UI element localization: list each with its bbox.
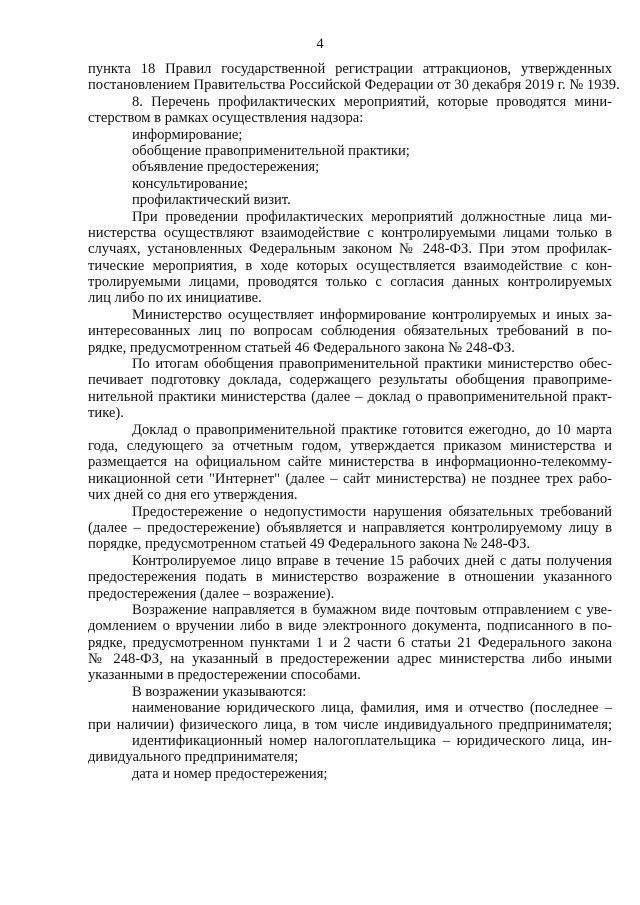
text-line: наименование юридического лица, фамилия, имя и отчество (последнее – <box>132 700 612 717</box>
text-line: размещается на официальном сайте министерства в информационно-телекомму- <box>88 454 612 471</box>
text-line: Контролируемое лицо вправе в течение 15 рабочих дней с даты получения <box>132 552 612 569</box>
text-line: Предостережение о недопустимости нарушения обязательных требований <box>132 503 612 520</box>
text-line: консультирование; <box>132 175 248 192</box>
text-line: порядке, предусмотренном статьей 49 Федерального закона № 248-ФЗ. <box>88 536 531 553</box>
text-line: дата и номер предостережения; <box>132 765 328 782</box>
text-line: случаях, установленных Федеральным законом № 248-ФЗ. При этом профилак- <box>88 241 612 258</box>
text-line: интересованных лиц по вопросам соблюдения обязательных требований в по- <box>88 323 612 340</box>
text-line: тике). <box>88 405 124 422</box>
text-line: предостережения (далее – возражение). <box>88 585 335 602</box>
text-line: тролируемыми лицами, проводятся только с согласия данных контролируемых <box>88 274 612 291</box>
page-number: 4 <box>316 36 324 52</box>
text-line: Министерство осуществляет информирование контролируемых и иных за- <box>132 306 612 323</box>
text-line: Доклад о правоприменительной практике готовится ежегодно, до 10 марта <box>132 421 612 438</box>
text-line: рядке, предусмотренном статьей 46 Федерального закона № 248-ФЗ. <box>88 339 515 356</box>
text-line: № 248-ФЗ, на указанный в предостережении адрес министерства либо иными <box>88 651 612 668</box>
text-line: постановлением Правительства Российской Федерации от 30 декабря 2019 г. № 1939. <box>88 77 620 94</box>
document-body <box>88 61 620 782</box>
text-line: при наличии) физического лица, в том числе индивидуального предпринимателя; <box>88 716 612 733</box>
text-line: лиц либо по их инициативе. <box>88 290 262 307</box>
text-line: обобщение правоприменительной практики; <box>132 142 410 159</box>
text-line: указанными в предостережении способами. <box>88 667 361 684</box>
text-line: профилактический визит. <box>132 192 291 209</box>
text-line: объявление предостережения; <box>132 159 320 176</box>
text-line: стерством в рамках осуществления надзора: <box>88 110 364 127</box>
text-line: чих дней со дня его утверждения. <box>88 487 298 504</box>
text-line: нительной практики министерства (далее – доклад о правоприменительной практ- <box>88 388 612 405</box>
text-line: пункта 18 Правил государственной регистрации аттракционов, утвержденных <box>88 61 612 77</box>
text-line: нистерства осуществляют взаимодействие с контролируемыми лицами только в <box>88 224 612 241</box>
text-line: тические мероприятия, в ходе которых осуществляется взаимодействие с кон- <box>88 257 612 274</box>
text-line: По итогам обобщения правоприменительной практики министерство обес- <box>132 356 612 373</box>
text-line: домлением о вручении либо в виде электронного документа, подписанного в по- <box>88 618 612 635</box>
text-line: идентификационный номер налогоплательщика – юридического лица, ин- <box>132 733 612 750</box>
text-line: года, следующего за отчетным годом, утверждается приказом министерства и <box>88 437 612 454</box>
text-line: никационной сети "Интернет" (далее – сайт министерства) не позднее трех рабо- <box>88 470 612 487</box>
text-line: При проведении профилактических мероприятий должностные лица ми- <box>132 208 612 225</box>
text-line: предостережения подать в министерство возражение в отношении указанного <box>88 569 612 586</box>
text-line: рядке, предусмотренном пунктами 1 и 2 части 6 статьи 21 Федерального закона <box>88 634 612 651</box>
text-line: информирование; <box>132 126 243 143</box>
text-line: дивидуального предпринимателя; <box>88 749 299 766</box>
text-line: печивает подготовку доклада, содержащего результаты обобщения правоприме- <box>88 372 612 389</box>
text-line: В возражении указываются: <box>132 683 307 700</box>
text-line: 8. Перечень профилактических мероприятий, которые проводятся мини- <box>132 93 612 110</box>
text-line: Возражение направляется в бумажном виде почтовым отправлением с уве- <box>132 601 612 618</box>
text-line: (далее – предостережение) объявляется и направляется контролируемому лицу в <box>88 519 612 536</box>
